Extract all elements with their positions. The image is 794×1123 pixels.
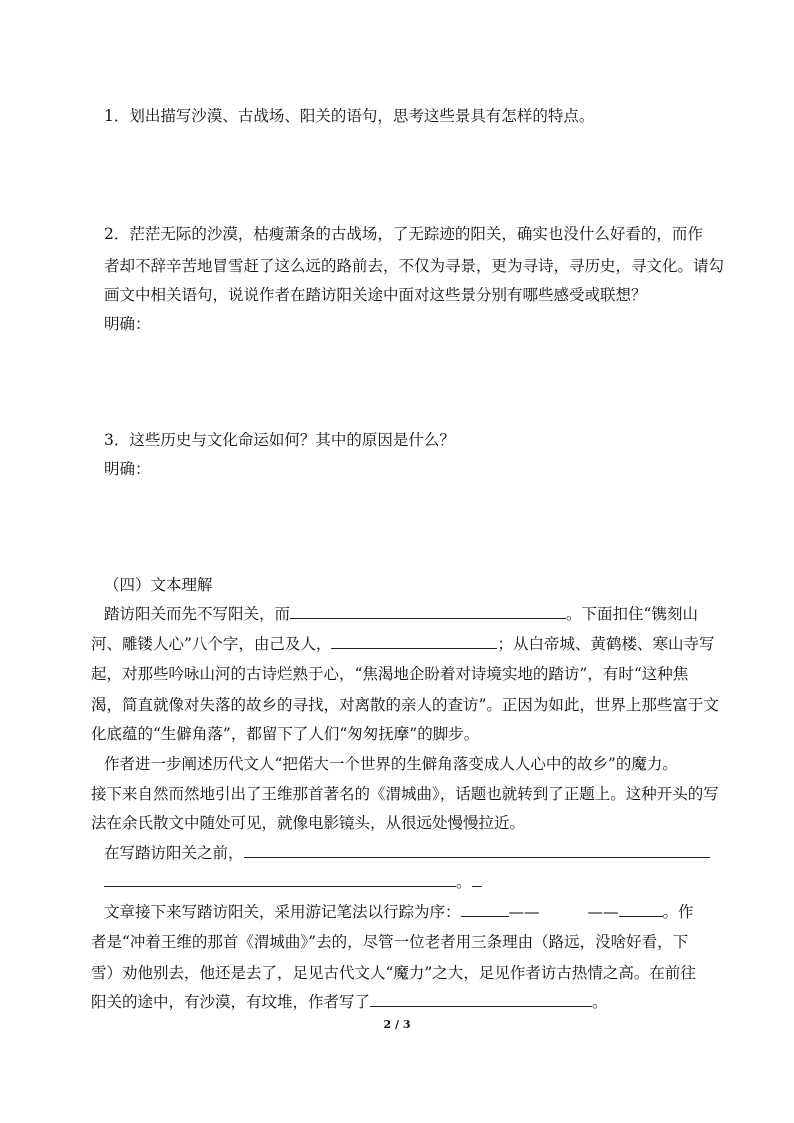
p1-text-b: 。下面扣住“镌刻山 bbox=[566, 605, 698, 623]
question-2-line-3: 画文中相关语句，说说作者在踏访阳关途中面对这些景分别有哪些感受或联想？ bbox=[104, 286, 647, 304]
p3-text-a: 在写踏访阳关之前， bbox=[104, 844, 244, 862]
p1-text-a: 踏访阳关而先不写阳关，而 bbox=[104, 605, 291, 623]
question-2-line-2: 者却不辞辛苦地冒雪赶了这么远的路前去，不仅为寻景，更为寻诗，寻历史，寻文化。请勾 bbox=[104, 257, 725, 275]
p4-line-3: 雪）劝他别去，他还是去了，足见古代文人“魔力”之大，足见作者访古热情之高。在前往 bbox=[91, 964, 696, 982]
p1-line-3: 起，对那些吟咏山河的古诗烂熟于心，“焦渴地企盼着对诗境实地的踏访”，有时“这种焦 bbox=[91, 665, 689, 683]
question-3: 3．这些历史与文化命运如何？其中的原因是什么？ bbox=[104, 431, 455, 449]
p1-line-5: 化底蕴的“生僻角落”，都留下了人们“匆匆抚摩”的脚步。 bbox=[91, 725, 480, 743]
p3-line-1 bbox=[104, 843, 710, 863]
fill-blank[interactable] bbox=[104, 872, 456, 887]
p4-line-1 bbox=[104, 902, 694, 922]
p2-line-2: 接下来自然而然地引出了王维那首著名的《渭城曲》，话题也就转到了正题上。这种开头的写 bbox=[91, 785, 719, 803]
answer-label-2: 明确： bbox=[104, 315, 151, 333]
page-number: 2 / 3 bbox=[383, 1018, 411, 1031]
fill-blank[interactable] bbox=[461, 902, 509, 917]
p4-text-a: 文章接下来写踏访阳关，采用游记笔法以行踪为序： bbox=[104, 903, 461, 921]
p4-line-4 bbox=[91, 992, 608, 1012]
p4-end: 。作 bbox=[662, 903, 694, 921]
fill-blank[interactable] bbox=[290, 604, 566, 619]
p2-line-1: 作者进一步阐述历代文人“把偌大一个世界的生僻角落变成人人心中的故乡”的魔力。 bbox=[104, 755, 678, 773]
p4-dash-2: —— bbox=[587, 903, 619, 921]
p1-line-4: 渴，简直就像对失落的故乡的寻找，对离散的亲人的查访”。正因为如此，世界上那些富于文 bbox=[91, 696, 719, 714]
p4-dash-1: —— bbox=[508, 903, 540, 921]
p1-text-d: ；从白帝城、黄鹤楼、寒山寺写 bbox=[497, 635, 715, 653]
p3-line-2 bbox=[104, 872, 482, 892]
p1-line-2 bbox=[91, 634, 714, 654]
question-2-line-1: 2．茫茫无际的沙漠，枯瘦萧条的古战场，了无踪迹的阳关，确实也没什么好看的，而作 bbox=[104, 225, 703, 243]
section-4-title: （四）文本理解 bbox=[104, 576, 213, 594]
p4-line-2: 者是“冲着王维的那首《渭城曲》”去的，尽管一位老者用三条理由（路远，没啥好看，下 bbox=[91, 933, 689, 951]
p4-text-d: 阳关的途中，有沙漠，有坟堆，作者写了 bbox=[91, 993, 371, 1011]
fill-blank[interactable] bbox=[370, 992, 592, 1007]
p3-end: 。 bbox=[456, 873, 472, 891]
p4-end-2: 。 bbox=[592, 993, 608, 1011]
fill-blank[interactable] bbox=[244, 843, 710, 858]
p1-line-1 bbox=[104, 604, 698, 624]
p1-text-c: 河、雕镂人心”八个字，由己及人， bbox=[91, 635, 332, 653]
p2-line-3: 法在余氏散文中随处可见，就像电影镜头，从很远处慢慢拉近。 bbox=[91, 814, 526, 832]
answer-label-3: 明确： bbox=[104, 460, 151, 478]
question-1: 1．划出描写沙漠、古战场、阳关的语句，思考这些景具有怎样的特点。 bbox=[104, 107, 595, 125]
fill-blank-tail bbox=[472, 872, 482, 887]
fill-blank[interactable] bbox=[331, 634, 497, 649]
fill-blank[interactable] bbox=[619, 902, 663, 917]
